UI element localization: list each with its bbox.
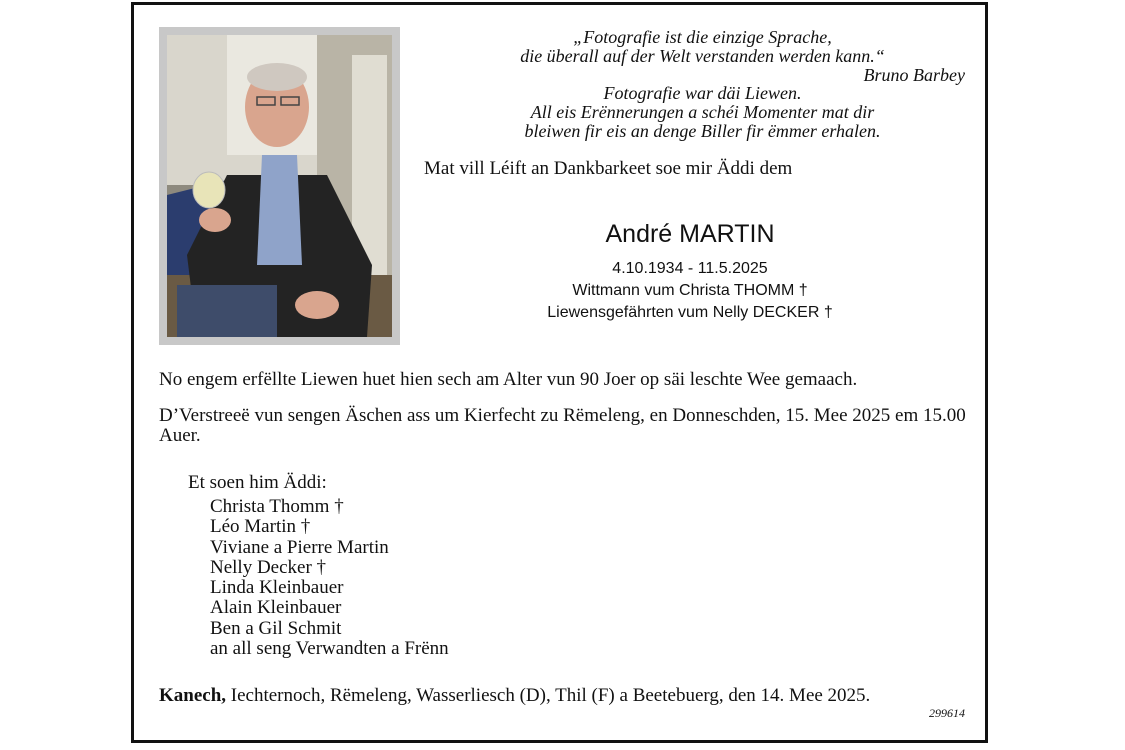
life-dates: 4.10.1934 - 11.5.2025 [612,260,768,277]
deceased-name: André MARTIN [605,220,775,248]
reference-number: 299614 [929,706,965,720]
dedication-line-3: bleiwen fir eis an denge Biller fir ëmmer erhalen. [524,121,881,141]
dedication-line-2: All eis Erënnerungen a schéi Momenter mat dir [530,102,875,122]
dedication-block [440,84,965,141]
mourner-item: Viviane a Pierre Martin [210,536,389,558]
quote-line-1: „Fotografie ist die einzige Sprache, [573,27,832,47]
mourner-item: Linda Kleinbauer [210,577,344,599]
mourner-item: Léo Martin † [210,516,311,538]
quote-line-2: die überall auf der Welt verstanden werden kann.“ [520,46,885,66]
mourner-item: Alain Kleinbauer [210,597,342,619]
dedication-line-1: Fotografie war däi Liewen. [603,83,802,103]
mourners-list [210,497,449,659]
closing-line [159,685,870,707]
mourner-item: Christa Thomm † [210,496,344,517]
mourner-item: Ben a Gil Schmit [210,617,342,639]
intro-text: Mat vill Léift an Dankbarkeet soe mir Äddi dem [424,158,793,179]
paragraph-life: No engem erfëllte Liewen huet hien sech am Alter vun 90 Joer op säi leschte Wee gemaach. [159,369,858,390]
portrait-photo [159,27,400,345]
deceased-info [440,258,940,324]
closing-place: Kanech, [159,685,227,706]
paragraph-ceremony: D’Verstreeë vun sengen Äschen ass um Kierfecht zu Rëmeleng, en Donneschden, 15. Mee 2025 em 15.00 Auer. [159,405,966,446]
relation-line-2: Liewensgefährten vum Nelly DECKER † [547,304,833,321]
quote-author: Bruno Barbey [863,65,965,85]
mourner-item: Nelly Decker † [210,556,327,578]
closing-rest: Iechternoch, Rëmeleng, Wasserliesch (D), Thil (F) a Beetebuerg, den 14. Mee 2025. [226,685,871,706]
mourners-intro: Et soen him Äddi: [188,472,327,493]
quote-block [440,28,965,85]
portrait-image [167,35,392,337]
relation-line-1: Wittmann vum Christa THOMM † [572,282,808,299]
mourner-item: an all seng Verwandten a Frënn [210,638,449,660]
